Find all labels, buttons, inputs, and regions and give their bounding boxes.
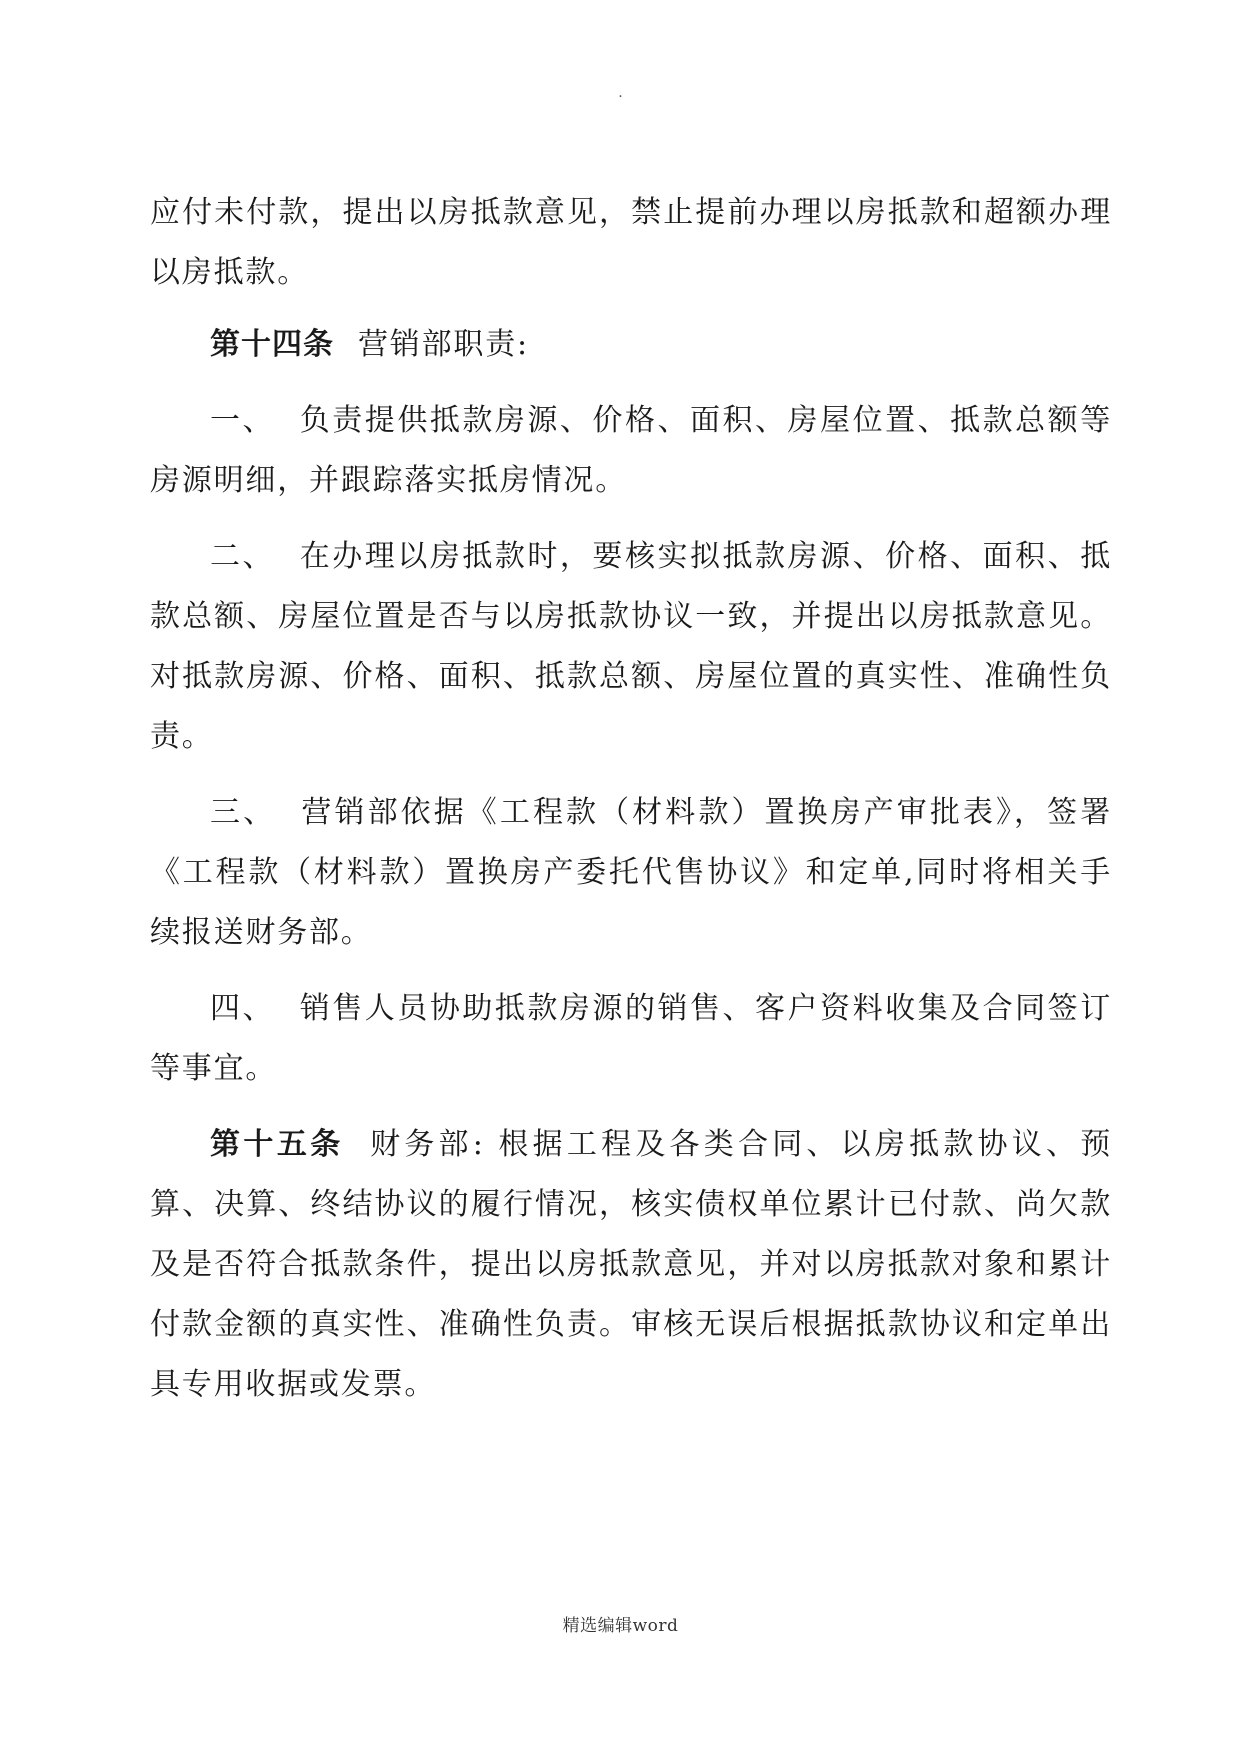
list-item-3-text: 营销部依据《工程款（材料款）置换房产审批表》，签署《工程款（材料款）置换房产委托代售协议》和定单,同时将相关手续报送财务部。 bbox=[150, 795, 1112, 950]
list-item-2-number: 二、 bbox=[210, 539, 276, 574]
list-item-1-text: 负责提供抵款房源、价格、面积、房屋位置、抵款总额等房源明细，并跟踪落实抵房情况。 bbox=[150, 403, 1113, 498]
list-item-2 bbox=[150, 527, 1112, 767]
list-item-3 bbox=[150, 783, 1112, 963]
article-14-heading bbox=[150, 315, 1112, 375]
article-15-text: 财务部: 根据工程及各类合同、以房抵款协议、预算、决算、终结协议的履行情况，核实债权单位累计已付款、尚欠款及是否符合抵款条件，提出以房抵款意见，并对以房抵款对象和累计付款金额的真实性、准确性负责。审核无误后根据抵款协议和定单出具专用收据或发票。 bbox=[150, 1127, 1112, 1402]
article-15 bbox=[150, 1115, 1112, 1415]
paragraph-continuation: 应付未付款，提出以房抵款意见，禁止提前办理以房抵款和超额办理以房抵款。 bbox=[150, 195, 1112, 290]
list-item-4-text: 销售人员协助抵款房源的销售、客户资料收集及合同签订等事宜。 bbox=[150, 991, 1113, 1086]
list-item-3-number: 三、 bbox=[210, 795, 277, 830]
article-14-label: 第十四条 bbox=[210, 327, 334, 362]
list-item-4 bbox=[150, 979, 1112, 1099]
list-item-2-text: 在办理以房抵款时，要核实拟抵款房源、价格、面积、抵款总额、房屋位置是否与以房抵款协议一致，并提出以房抵款意见。对抵款房源、价格、面积、抵款总额、房屋位置的真实性、准确性负责。 bbox=[150, 539, 1113, 754]
document-body bbox=[150, 183, 1112, 1431]
header-mark: . bbox=[618, 85, 623, 101]
article-14-text: 营销部职责: bbox=[358, 327, 529, 362]
list-item-4-number: 四、 bbox=[210, 991, 276, 1026]
page-footer: 精选编辑word bbox=[562, 1616, 679, 1636]
article-15-label: 第十五条 bbox=[210, 1127, 344, 1162]
list-item-1 bbox=[150, 391, 1112, 511]
list-item-1-number: 一、 bbox=[210, 403, 276, 438]
